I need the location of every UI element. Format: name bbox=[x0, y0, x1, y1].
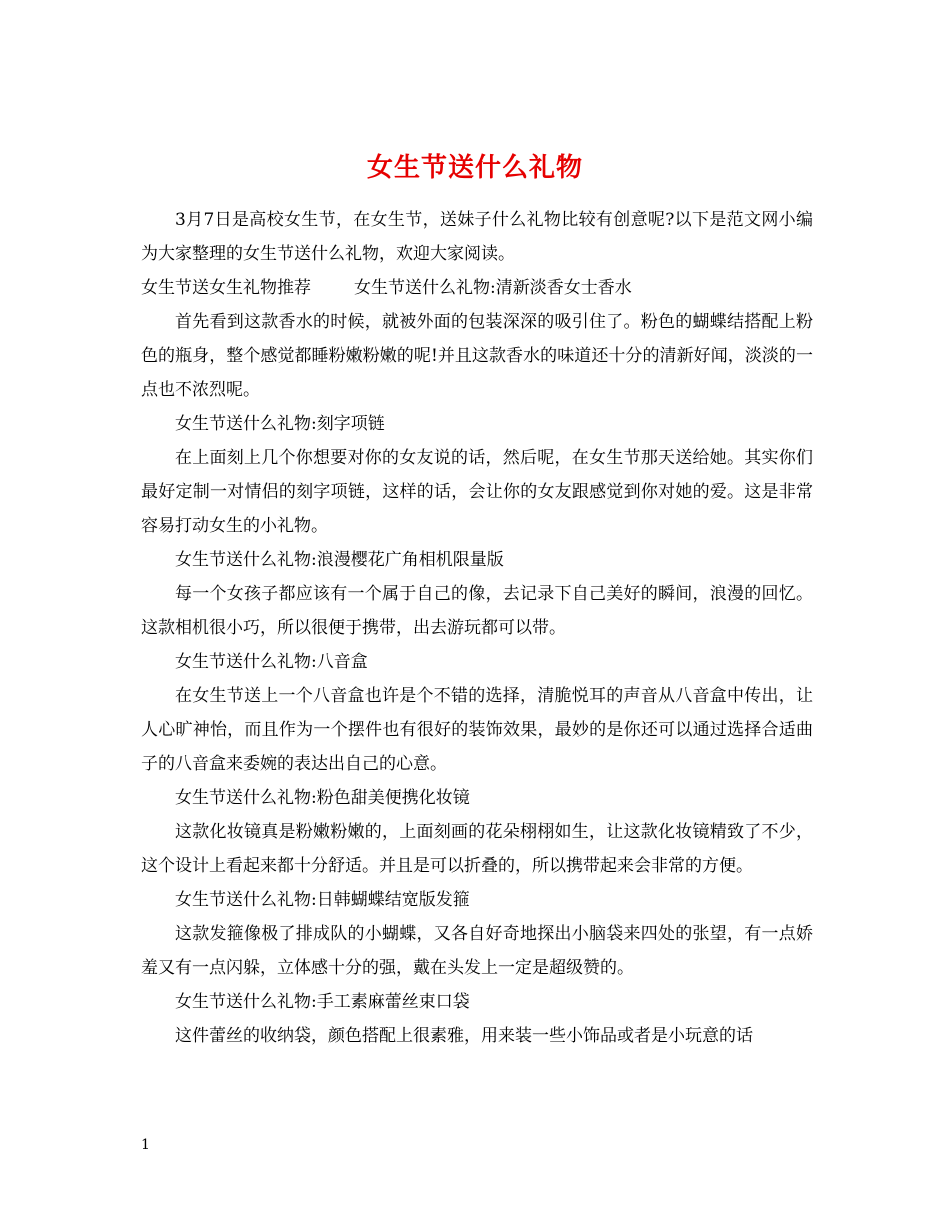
heading-bag: 女生节送什么礼物:手工素麻蕾丝束口袋 bbox=[175, 992, 470, 1012]
paragraph-perfume: 首先看到这款香水的时候，就被外面的包装深深的吸引住了。粉色的蝴蝶结搭配上粉色的瓶身，整个感觉都睡粉嫩粉嫩的呢!并且这款香水的味道还十分的清新好闻，淡淡的一点也不浓烈呢。 bbox=[141, 312, 813, 400]
heading-music-box: 女生节送什么礼物:八音盒 bbox=[175, 652, 368, 672]
heading-perfume: 女生节送什么礼物:清新淡香女士香水 bbox=[354, 278, 632, 298]
heading-headband: 女生节送什么礼物:日韩蝴蝶结宽版发箍 bbox=[175, 890, 470, 910]
heading-camera: 女生节送什么礼物:浪漫樱花广角相机限量版 bbox=[175, 550, 504, 570]
paragraph-music-box: 在女生节送上一个八音盒也许是个不错的选择，清脆悦耳的声音从八音盒中传出，让人心旷神怡，而且作为一个摆件也有很好的装饰效果，最妙的是你还可以通过选择合适曲子的八音盒来委婉的表达出自己的心意。 bbox=[141, 686, 813, 774]
paragraph-intro: 3月7日是高校女生节，在女生节，送妹子什么礼物比较有创意呢?以下是范文网小编为大家整理的女生节送什么礼物，欢迎大家阅读。 bbox=[141, 210, 813, 264]
paragraph-camera: 每一个女孩子都应该有一个属于自己的像，去记录下自己美好的瞬间，浪漫的回忆。这款相机很小巧，所以很便于携带，出去游玩都可以带。 bbox=[141, 584, 813, 638]
recommend-label: 女生节送女生礼物推荐 bbox=[141, 278, 311, 298]
paragraph-headband: 这款发箍像极了排成队的小蝴蝶，又各自好奇地探出小脑袋来四处的张望，有一点娇羞又有一点闪躲，立体感十分的强，戴在头发上一定是超级赞的。 bbox=[141, 924, 813, 978]
page-number: 1 bbox=[141, 1137, 150, 1153]
heading-necklace: 女生节送什么礼物:刻字项链 bbox=[175, 414, 385, 434]
paragraph-necklace: 在上面刻上几个你想要对你的女友说的话，然后呢，在女生节那天送给她。其实你们最好定制一对情侣的刻字项链，这样的话，会让你的女友跟感觉到你对她的爱。这是非常容易打动女生的小礼物。 bbox=[141, 448, 813, 536]
heading-mirror: 女生节送什么礼物:粉色甜美便携化妆镜 bbox=[175, 788, 470, 808]
paragraph-recommend-heading bbox=[141, 271, 813, 305]
document-title: 女生节送什么礼物 bbox=[366, 153, 583, 184]
paragraph-mirror: 这款化妆镜真是粉嫩粉嫩的，上面刻画的花朵栩栩如生，让这款化妆镜精致了不少，这个设计上看起来都十分舒适。并且是可以折叠的，所以携带起来会非常的方便。 bbox=[141, 822, 813, 876]
paragraph-bag: 这件蕾丝的收纳袋，颜色搭配上很素雅，用来装一些小饰品或者是小玩意的话 bbox=[175, 1026, 753, 1046]
document-body bbox=[141, 203, 813, 1053]
